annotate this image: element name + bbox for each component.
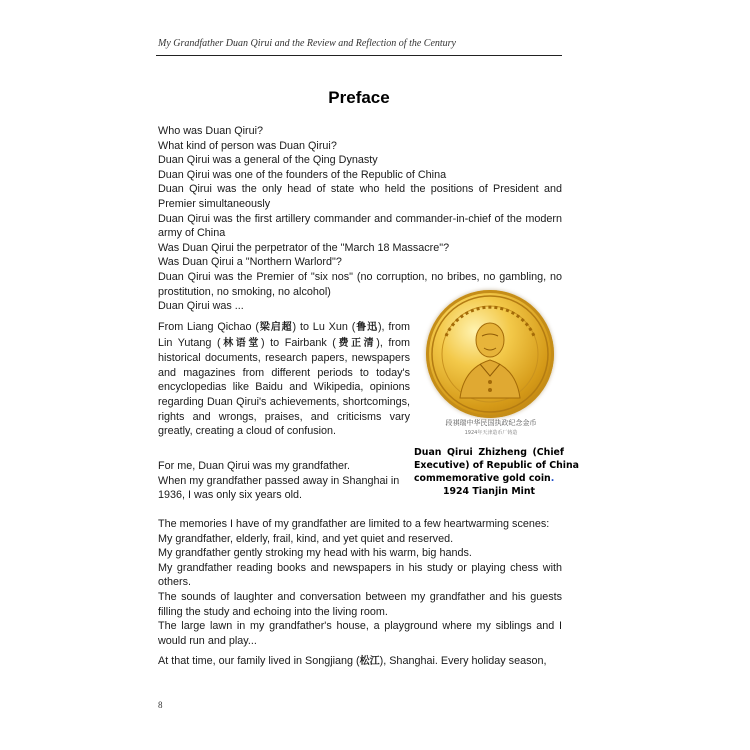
- question-line: Who was Duan Qirui?: [158, 125, 264, 137]
- intro-text: ), from historical documents, research papers, newspapers and magazines from different periods to today's encyclopedias like Baidu and Wikipedia, opinions regarding Duan Qirui's achievements, shortcomings, rights and wrongs, praises, and criticisms vary greatly, creating a cloud of confusion.: [158, 336, 411, 438]
- coin-caption-line: 1924 Tianjin Mint: [442, 486, 536, 497]
- running-header: My Grandfather Duan Qirui and the Review and Reflection of the Century: [158, 38, 456, 49]
- intro-text: ) to Lu Xun (: [292, 321, 356, 333]
- memory-line: My grandfather gently stroking my head with his warm, big hands.: [158, 547, 472, 560]
- question-line: What kind of person was Duan Qirui?: [158, 139, 337, 152]
- question-line: Was Duan Qirui a "Northern Warlord"?: [158, 256, 342, 269]
- paragraph-line: For me, Duan Qirui was my grandfather.: [158, 460, 351, 472]
- coin-caption-period: .: [550, 473, 555, 484]
- intro-text: ), from Lin Yutang (: [158, 321, 411, 349]
- closing-text: ), Shanghai. Every holiday season,: [379, 655, 547, 667]
- statement-line: Duan Qirui was one of the founders of the Republic of China: [158, 168, 447, 181]
- paragraph-line: When my grandfather passed away in Shanghai in 1936, I was only six years old.: [158, 474, 400, 502]
- gold-coin-image: [426, 290, 554, 418]
- intro-text: ) to Fairbank (: [260, 336, 336, 349]
- coin-figure: [418, 290, 564, 440]
- memory-line: The large lawn in my grandfather's house, a playground where my siblings and I would run and play...: [158, 620, 562, 647]
- question-line: Was Duan Qirui the perpetrator of the "March 18 Massacre"?: [158, 241, 450, 254]
- memory-line: My grandfather reading books and newspapers in his study or playing chess with others.: [158, 561, 562, 589]
- coin-portrait-icon: [426, 290, 554, 418]
- chinese-name: 松江: [359, 656, 380, 667]
- statement-line: Duan Qirui was ...: [158, 300, 244, 313]
- chinese-name: 梁启超: [259, 322, 293, 333]
- memory-line: My grandfather, elderly, frail, kind, and yet quiet and reserved.: [158, 532, 454, 545]
- memory-line: The memories I have of my grandfather are limited to a few heartwarming scenes:: [158, 518, 550, 530]
- statement-line: Duan Qirui was the first artillery commander and commander-in-chief of the modern army of China: [158, 212, 562, 240]
- coin-chinese-caption: [418, 418, 564, 438]
- chinese-name: 鲁迅: [355, 322, 378, 333]
- page-number: 8: [158, 700, 163, 710]
- intro-text: From Liang Qichao (: [158, 321, 260, 333]
- coin-caption-text: commemorative gold coin: [414, 473, 551, 484]
- memories-section: [158, 517, 562, 648]
- closing-paragraph: [158, 654, 562, 670]
- statement-line: Duan Qirui was a general of the Qing Dynasty: [158, 154, 378, 167]
- coin-caption-cn-sub: 1924年天津造币厂铸造: [464, 430, 518, 436]
- chinese-name: 费正清: [335, 337, 377, 349]
- memory-line: The sounds of laughter and conversation between my grandfather and his guests filling the study and echoing into the living room.: [158, 590, 562, 618]
- questions-list: [158, 124, 562, 314]
- coin-caption-cn-title: 段祺瑞中华民国执政纪念金币: [445, 419, 537, 427]
- page-title: Preface: [328, 88, 390, 107]
- coin-caption-line: Duan Qirui Zhizheng (Chief: [414, 447, 564, 458]
- header-divider: [156, 55, 562, 56]
- statement-line: Duan Qirui was the only head of state who held the positions of President and Premier simultaneously: [158, 183, 562, 210]
- chinese-name: 林语堂: [220, 337, 261, 349]
- statement-line: Duan Qirui was the Premier of "six nos" (no corruption, no bribes, no gambling, no prostitution, no smoking, no alcohol): [158, 270, 562, 298]
- closing-text: At that time, our family lived in Songjiang (: [158, 655, 360, 667]
- coin-caption-line: [414, 472, 564, 485]
- coin-caption-line: Executive) of Republic of China: [414, 460, 580, 471]
- grandfather-paragraph: [158, 459, 410, 503]
- intro-paragraph: [158, 320, 410, 439]
- coin-caption: [414, 446, 580, 498]
